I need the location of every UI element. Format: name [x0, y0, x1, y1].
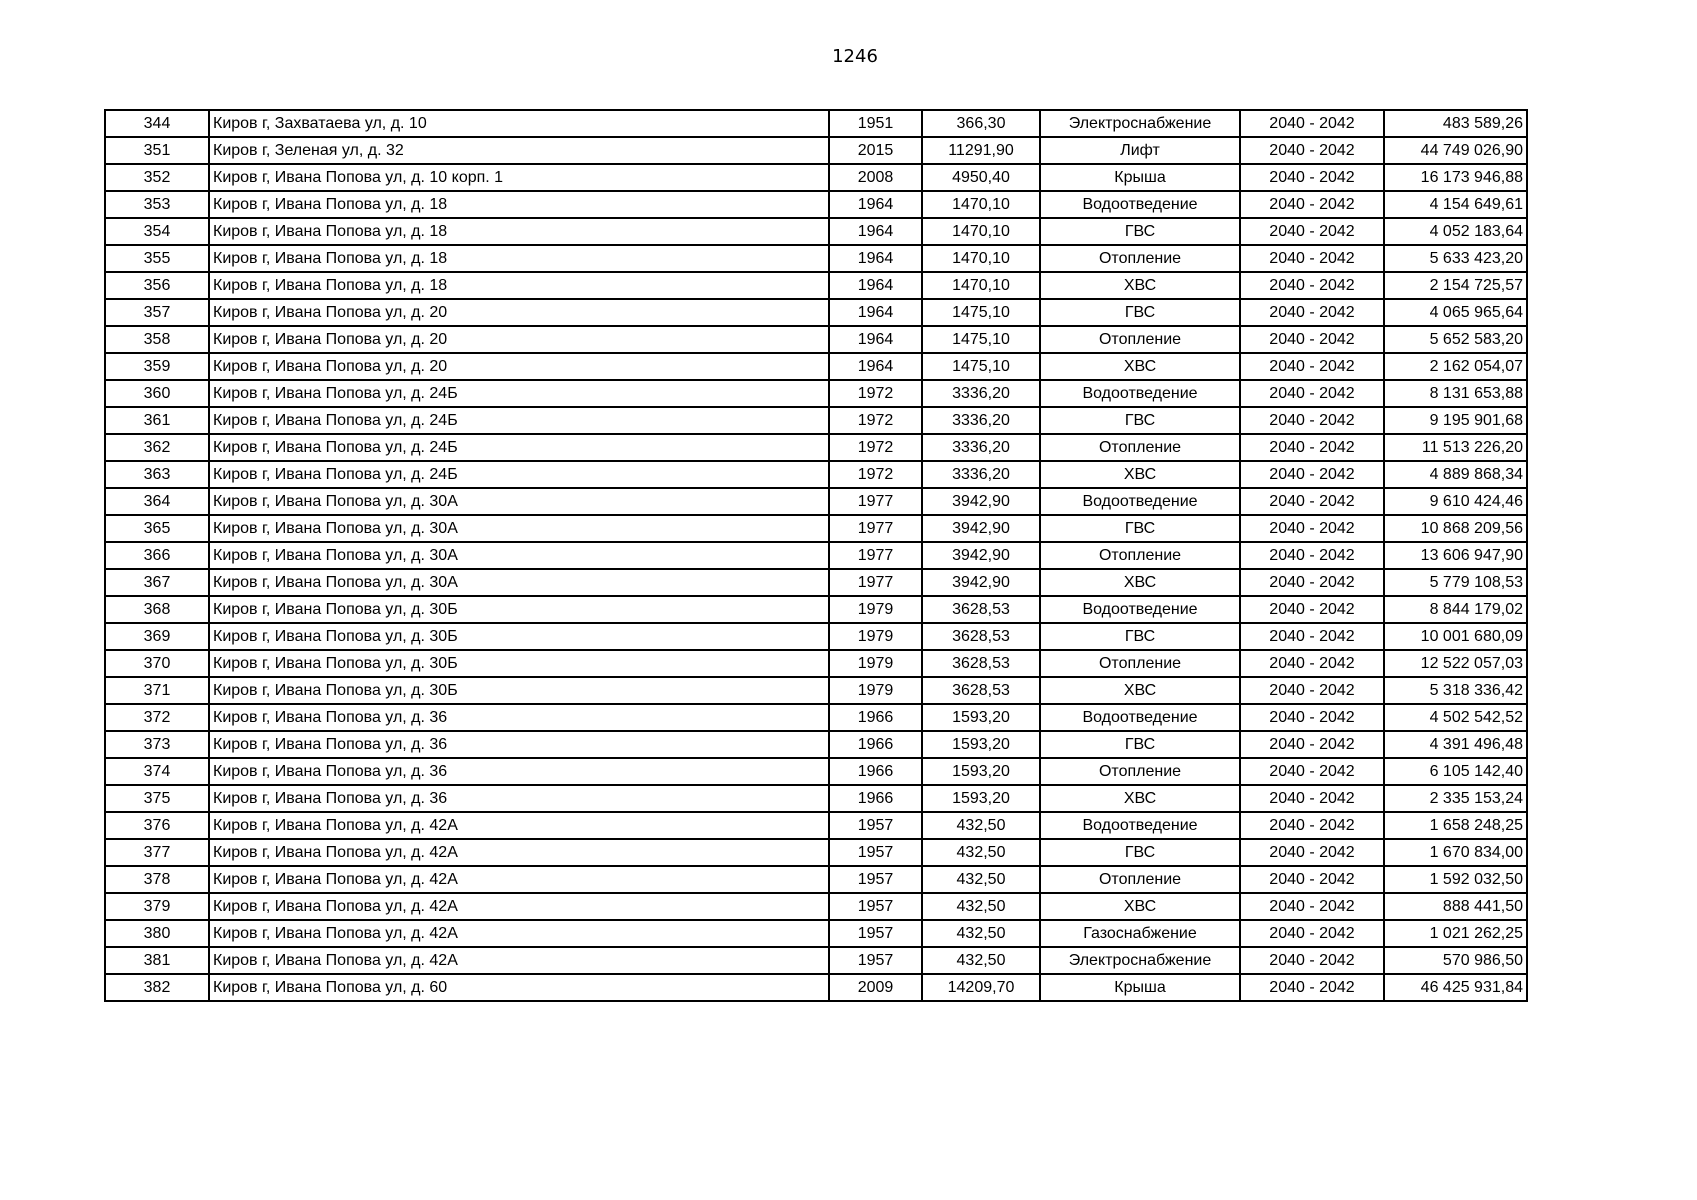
- cost-cell: 10 868 209,56: [1384, 515, 1527, 542]
- address-cell: Киров г, Ивана Попова ул, д. 36: [209, 785, 829, 812]
- period-cell: 2040 - 2042: [1240, 461, 1384, 488]
- period-cell: 2040 - 2042: [1240, 569, 1384, 596]
- work-type-cell: ГВС: [1040, 839, 1240, 866]
- address-cell: Киров г, Ивана Попова ул, д. 30А: [209, 569, 829, 596]
- cost-cell: 10 001 680,09: [1384, 623, 1527, 650]
- address-cell: Киров г, Ивана Попова ул, д. 30Б: [209, 677, 829, 704]
- build-year-cell: 1977: [829, 569, 922, 596]
- address-cell: Киров г, Ивана Попова ул, д. 30Б: [209, 623, 829, 650]
- address-cell: Киров г, Ивана Попова ул, д. 36: [209, 731, 829, 758]
- period-cell: 2040 - 2042: [1240, 974, 1384, 1001]
- table-row: [105, 164, 1527, 191]
- period-cell: 2040 - 2042: [1240, 515, 1384, 542]
- period-cell: 2040 - 2042: [1240, 488, 1384, 515]
- build-year-cell: 1957: [829, 947, 922, 974]
- build-year-cell: 1979: [829, 677, 922, 704]
- area-cell: 1470,10: [922, 191, 1040, 218]
- area-cell: 1475,10: [922, 353, 1040, 380]
- period-cell: 2040 - 2042: [1240, 353, 1384, 380]
- cost-cell: 4 065 965,64: [1384, 299, 1527, 326]
- area-cell: 1593,20: [922, 704, 1040, 731]
- period-cell: 2040 - 2042: [1240, 731, 1384, 758]
- work-type-cell: Водоотведение: [1040, 380, 1240, 407]
- cost-cell: 12 522 057,03: [1384, 650, 1527, 677]
- row-number-cell: 351: [105, 137, 209, 164]
- area-cell: 1593,20: [922, 785, 1040, 812]
- row-number-cell: 371: [105, 677, 209, 704]
- work-type-cell: Водоотведение: [1040, 191, 1240, 218]
- table-row: [105, 650, 1527, 677]
- period-cell: 2040 - 2042: [1240, 893, 1384, 920]
- area-cell: 3942,90: [922, 488, 1040, 515]
- address-cell: Киров г, Ивана Попова ул, д. 30Б: [209, 596, 829, 623]
- build-year-cell: 1972: [829, 434, 922, 461]
- page-number: 1246: [832, 46, 878, 67]
- area-cell: 4950,40: [922, 164, 1040, 191]
- area-cell: 1593,20: [922, 758, 1040, 785]
- work-type-cell: ХВС: [1040, 461, 1240, 488]
- period-cell: 2040 - 2042: [1240, 650, 1384, 677]
- area-cell: 432,50: [922, 893, 1040, 920]
- period-cell: 2040 - 2042: [1240, 434, 1384, 461]
- cost-cell: 16 173 946,88: [1384, 164, 1527, 191]
- work-type-cell: Водоотведение: [1040, 596, 1240, 623]
- row-number-cell: 356: [105, 272, 209, 299]
- address-cell: Киров г, Ивана Попова ул, д. 60: [209, 974, 829, 1001]
- cost-cell: 1 592 032,50: [1384, 866, 1527, 893]
- address-cell: Киров г, Ивана Попова ул, д. 24Б: [209, 434, 829, 461]
- area-cell: 3628,53: [922, 623, 1040, 650]
- row-number-cell: 353: [105, 191, 209, 218]
- address-cell: Киров г, Ивана Попова ул, д. 42А: [209, 920, 829, 947]
- table-row: [105, 245, 1527, 272]
- build-year-cell: 1957: [829, 920, 922, 947]
- work-type-cell: Отопление: [1040, 758, 1240, 785]
- period-cell: 2040 - 2042: [1240, 245, 1384, 272]
- table-row: [105, 380, 1527, 407]
- row-number-cell: 358: [105, 326, 209, 353]
- build-year-cell: 1966: [829, 758, 922, 785]
- build-year-cell: 1979: [829, 596, 922, 623]
- work-type-cell: Отопление: [1040, 542, 1240, 569]
- period-cell: 2040 - 2042: [1240, 866, 1384, 893]
- cost-cell: 4 391 496,48: [1384, 731, 1527, 758]
- period-cell: 2040 - 2042: [1240, 137, 1384, 164]
- period-cell: 2040 - 2042: [1240, 758, 1384, 785]
- address-cell: Киров г, Ивана Попова ул, д. 18: [209, 272, 829, 299]
- table-row: [105, 866, 1527, 893]
- address-cell: Киров г, Ивана Попова ул, д. 42А: [209, 866, 829, 893]
- area-cell: 3336,20: [922, 407, 1040, 434]
- address-cell: Киров г, Ивана Попова ул, д. 42А: [209, 947, 829, 974]
- period-cell: 2040 - 2042: [1240, 380, 1384, 407]
- area-cell: 3336,20: [922, 380, 1040, 407]
- build-year-cell: 1964: [829, 272, 922, 299]
- period-cell: 2040 - 2042: [1240, 623, 1384, 650]
- build-year-cell: 1972: [829, 461, 922, 488]
- address-cell: Киров г, Зеленая ул, д. 32: [209, 137, 829, 164]
- period-cell: 2040 - 2042: [1240, 812, 1384, 839]
- cost-cell: 2 154 725,57: [1384, 272, 1527, 299]
- cost-cell: 1 670 834,00: [1384, 839, 1527, 866]
- area-cell: 3942,90: [922, 569, 1040, 596]
- area-cell: 11291,90: [922, 137, 1040, 164]
- table-row: [105, 758, 1527, 785]
- table-row: [105, 461, 1527, 488]
- build-year-cell: 1979: [829, 623, 922, 650]
- period-cell: 2040 - 2042: [1240, 839, 1384, 866]
- address-cell: Киров г, Ивана Попова ул, д. 42А: [209, 812, 829, 839]
- build-year-cell: 1966: [829, 785, 922, 812]
- period-cell: 2040 - 2042: [1240, 596, 1384, 623]
- area-cell: 3942,90: [922, 542, 1040, 569]
- table-row: [105, 299, 1527, 326]
- build-year-cell: 1957: [829, 839, 922, 866]
- work-type-cell: Водоотведение: [1040, 812, 1240, 839]
- cost-cell: 13 606 947,90: [1384, 542, 1527, 569]
- address-cell: Киров г, Ивана Попова ул, д. 18: [209, 218, 829, 245]
- row-number-cell: 378: [105, 866, 209, 893]
- area-cell: 1475,10: [922, 326, 1040, 353]
- area-cell: 3628,53: [922, 650, 1040, 677]
- row-number-cell: 344: [105, 110, 209, 137]
- table-row: [105, 191, 1527, 218]
- cost-cell: 5 652 583,20: [1384, 326, 1527, 353]
- table-row: [105, 353, 1527, 380]
- area-cell: 14209,70: [922, 974, 1040, 1001]
- table-row: [105, 596, 1527, 623]
- row-number-cell: 362: [105, 434, 209, 461]
- build-year-cell: 1972: [829, 380, 922, 407]
- row-number-cell: 380: [105, 920, 209, 947]
- work-type-cell: Отопление: [1040, 434, 1240, 461]
- row-number-cell: 368: [105, 596, 209, 623]
- table-row: [105, 893, 1527, 920]
- table-row: [105, 920, 1527, 947]
- work-type-cell: Водоотведение: [1040, 488, 1240, 515]
- address-cell: Киров г, Ивана Попова ул, д. 20: [209, 326, 829, 353]
- address-cell: Киров г, Ивана Попова ул, д. 24Б: [209, 380, 829, 407]
- build-year-cell: 1957: [829, 893, 922, 920]
- build-year-cell: 1966: [829, 731, 922, 758]
- build-year-cell: 1951: [829, 110, 922, 137]
- cost-cell: 483 589,26: [1384, 110, 1527, 137]
- work-type-cell: ХВС: [1040, 677, 1240, 704]
- address-cell: Киров г, Ивана Попова ул, д. 42А: [209, 839, 829, 866]
- build-year-cell: 1964: [829, 326, 922, 353]
- area-cell: 3336,20: [922, 461, 1040, 488]
- row-number-cell: 370: [105, 650, 209, 677]
- row-number-cell: 354: [105, 218, 209, 245]
- area-cell: 432,50: [922, 947, 1040, 974]
- table-row: [105, 839, 1527, 866]
- build-year-cell: 1964: [829, 218, 922, 245]
- work-type-cell: ХВС: [1040, 893, 1240, 920]
- row-number-cell: 374: [105, 758, 209, 785]
- work-type-cell: Отопление: [1040, 650, 1240, 677]
- work-type-cell: ХВС: [1040, 272, 1240, 299]
- address-cell: Киров г, Ивана Попова ул, д. 20: [209, 353, 829, 380]
- build-year-cell: 1964: [829, 245, 922, 272]
- build-year-cell: 1977: [829, 542, 922, 569]
- row-number-cell: 355: [105, 245, 209, 272]
- table-row: [105, 110, 1527, 137]
- work-type-cell: ГВС: [1040, 218, 1240, 245]
- area-cell: 432,50: [922, 812, 1040, 839]
- work-type-cell: ХВС: [1040, 569, 1240, 596]
- area-cell: 3336,20: [922, 434, 1040, 461]
- area-cell: 3628,53: [922, 677, 1040, 704]
- work-type-cell: ГВС: [1040, 407, 1240, 434]
- period-cell: 2040 - 2042: [1240, 218, 1384, 245]
- period-cell: 2040 - 2042: [1240, 704, 1384, 731]
- work-type-cell: Крыша: [1040, 164, 1240, 191]
- cost-cell: 8 131 653,88: [1384, 380, 1527, 407]
- area-cell: 432,50: [922, 920, 1040, 947]
- table-row: [105, 704, 1527, 731]
- work-type-cell: Электроснабжение: [1040, 947, 1240, 974]
- table-body: [105, 110, 1527, 1001]
- build-year-cell: 1964: [829, 191, 922, 218]
- cost-cell: 5 633 423,20: [1384, 245, 1527, 272]
- work-type-cell: Отопление: [1040, 245, 1240, 272]
- cost-cell: 6 105 142,40: [1384, 758, 1527, 785]
- row-number-cell: 369: [105, 623, 209, 650]
- table-row: [105, 812, 1527, 839]
- area-cell: 3628,53: [922, 596, 1040, 623]
- row-number-cell: 363: [105, 461, 209, 488]
- build-year-cell: 2015: [829, 137, 922, 164]
- area-cell: 366,30: [922, 110, 1040, 137]
- build-year-cell: 1979: [829, 650, 922, 677]
- address-cell: Киров г, Ивана Попова ул, д. 36: [209, 758, 829, 785]
- table-row: [105, 515, 1527, 542]
- period-cell: 2040 - 2042: [1240, 785, 1384, 812]
- row-number-cell: 365: [105, 515, 209, 542]
- cost-cell: 4 154 649,61: [1384, 191, 1527, 218]
- row-number-cell: 360: [105, 380, 209, 407]
- period-cell: 2040 - 2042: [1240, 920, 1384, 947]
- address-cell: Киров г, Ивана Попова ул, д. 24Б: [209, 461, 829, 488]
- period-cell: 2040 - 2042: [1240, 299, 1384, 326]
- address-cell: Киров г, Ивана Попова ул, д. 42А: [209, 893, 829, 920]
- cost-cell: 1 021 262,25: [1384, 920, 1527, 947]
- address-cell: Киров г, Ивана Попова ул, д. 18: [209, 245, 829, 272]
- address-cell: Киров г, Ивана Попова ул, д. 18: [209, 191, 829, 218]
- row-number-cell: 359: [105, 353, 209, 380]
- address-cell: Киров г, Ивана Попова ул, д. 36: [209, 704, 829, 731]
- cost-cell: 44 749 026,90: [1384, 137, 1527, 164]
- address-cell: Киров г, Ивана Попова ул, д. 24Б: [209, 407, 829, 434]
- row-number-cell: 382: [105, 974, 209, 1001]
- table-row: [105, 326, 1527, 353]
- row-number-cell: 366: [105, 542, 209, 569]
- row-number-cell: 379: [105, 893, 209, 920]
- period-cell: 2040 - 2042: [1240, 272, 1384, 299]
- build-year-cell: 1964: [829, 299, 922, 326]
- work-type-cell: ХВС: [1040, 353, 1240, 380]
- build-year-cell: 1977: [829, 488, 922, 515]
- build-year-cell: 1972: [829, 407, 922, 434]
- table-row: [105, 731, 1527, 758]
- cost-cell: 5 318 336,42: [1384, 677, 1527, 704]
- table-row: [105, 569, 1527, 596]
- period-cell: 2040 - 2042: [1240, 947, 1384, 974]
- row-number-cell: 361: [105, 407, 209, 434]
- cost-cell: 8 844 179,02: [1384, 596, 1527, 623]
- cost-cell: 11 513 226,20: [1384, 434, 1527, 461]
- row-number-cell: 367: [105, 569, 209, 596]
- period-cell: 2040 - 2042: [1240, 191, 1384, 218]
- period-cell: 2040 - 2042: [1240, 407, 1384, 434]
- address-cell: Киров г, Ивана Попова ул, д. 20: [209, 299, 829, 326]
- table-row: [105, 272, 1527, 299]
- row-number-cell: 372: [105, 704, 209, 731]
- cost-cell: 9 610 424,46: [1384, 488, 1527, 515]
- work-type-cell: Отопление: [1040, 866, 1240, 893]
- work-type-cell: Отопление: [1040, 326, 1240, 353]
- address-cell: Киров г, Ивана Попова ул, д. 30А: [209, 515, 829, 542]
- work-type-cell: Лифт: [1040, 137, 1240, 164]
- period-cell: 2040 - 2042: [1240, 326, 1384, 353]
- build-year-cell: 1964: [829, 353, 922, 380]
- area-cell: 3942,90: [922, 515, 1040, 542]
- cost-cell: 1 658 248,25: [1384, 812, 1527, 839]
- period-cell: 2040 - 2042: [1240, 164, 1384, 191]
- work-type-cell: Электроснабжение: [1040, 110, 1240, 137]
- table-row: [105, 488, 1527, 515]
- table-row: [105, 542, 1527, 569]
- table-row: [105, 974, 1527, 1001]
- cost-cell: 4 889 868,34: [1384, 461, 1527, 488]
- table-row: [105, 218, 1527, 245]
- row-number-cell: 377: [105, 839, 209, 866]
- area-cell: 1470,10: [922, 218, 1040, 245]
- work-type-cell: Газоснабжение: [1040, 920, 1240, 947]
- table-row: [105, 407, 1527, 434]
- period-cell: 2040 - 2042: [1240, 542, 1384, 569]
- area-cell: 1470,10: [922, 272, 1040, 299]
- work-type-cell: ГВС: [1040, 515, 1240, 542]
- cost-cell: 9 195 901,68: [1384, 407, 1527, 434]
- cost-cell: 46 425 931,84: [1384, 974, 1527, 1001]
- build-year-cell: 1957: [829, 812, 922, 839]
- address-cell: Киров г, Ивана Попова ул, д. 10 корп. 1: [209, 164, 829, 191]
- address-cell: Киров г, Ивана Попова ул, д. 30А: [209, 488, 829, 515]
- work-type-cell: Водоотведение: [1040, 704, 1240, 731]
- period-cell: 2040 - 2042: [1240, 677, 1384, 704]
- area-cell: 432,50: [922, 866, 1040, 893]
- row-number-cell: 381: [105, 947, 209, 974]
- cost-cell: 2 162 054,07: [1384, 353, 1527, 380]
- cost-cell: 888 441,50: [1384, 893, 1527, 920]
- table-row: [105, 785, 1527, 812]
- build-year-cell: 1957: [829, 866, 922, 893]
- table-row: [105, 137, 1527, 164]
- work-type-cell: Крыша: [1040, 974, 1240, 1001]
- row-number-cell: 364: [105, 488, 209, 515]
- row-number-cell: 373: [105, 731, 209, 758]
- area-cell: 432,50: [922, 839, 1040, 866]
- build-year-cell: 1977: [829, 515, 922, 542]
- row-number-cell: 376: [105, 812, 209, 839]
- build-year-cell: 2008: [829, 164, 922, 191]
- area-cell: 1470,10: [922, 245, 1040, 272]
- area-cell: 1475,10: [922, 299, 1040, 326]
- area-cell: 1593,20: [922, 731, 1040, 758]
- table-row: [105, 623, 1527, 650]
- cost-cell: 570 986,50: [1384, 947, 1527, 974]
- address-cell: Киров г, Захватаева ул, д. 10: [209, 110, 829, 137]
- build-year-cell: 2009: [829, 974, 922, 1001]
- table-row: [105, 947, 1527, 974]
- cost-cell: 4 052 183,64: [1384, 218, 1527, 245]
- work-type-cell: ХВС: [1040, 785, 1240, 812]
- work-type-cell: ГВС: [1040, 731, 1240, 758]
- work-type-cell: ГВС: [1040, 623, 1240, 650]
- work-type-cell: ГВС: [1040, 299, 1240, 326]
- repair-schedule-table: [104, 109, 1528, 1002]
- period-cell: 2040 - 2042: [1240, 110, 1384, 137]
- table-row: [105, 434, 1527, 461]
- row-number-cell: 352: [105, 164, 209, 191]
- cost-cell: 4 502 542,52: [1384, 704, 1527, 731]
- cost-cell: 2 335 153,24: [1384, 785, 1527, 812]
- address-cell: Киров г, Ивана Попова ул, д. 30А: [209, 542, 829, 569]
- address-cell: Киров г, Ивана Попова ул, д. 30Б: [209, 650, 829, 677]
- table-row: [105, 677, 1527, 704]
- row-number-cell: 357: [105, 299, 209, 326]
- cost-cell: 5 779 108,53: [1384, 569, 1527, 596]
- build-year-cell: 1966: [829, 704, 922, 731]
- row-number-cell: 375: [105, 785, 209, 812]
